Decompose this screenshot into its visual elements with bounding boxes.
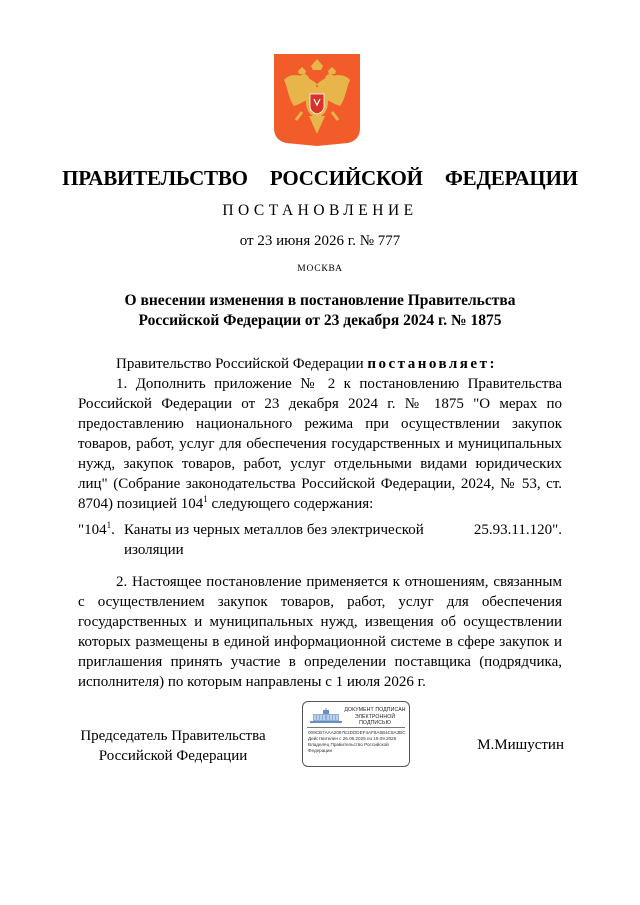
paragraph-1-tail: следующего содержания: <box>207 496 374 512</box>
signatory-name: М.Мишустин <box>477 737 564 753</box>
signatory-position-line-1: Председатель Правительства <box>80 728 266 744</box>
government-title: ПРАВИТЕЛЬСТВО РОССИЙСКОЙ ФЕДЕРАЦИИ <box>62 166 578 190</box>
decree-intro <box>78 354 562 374</box>
electronic-signature-stamp <box>302 701 410 767</box>
position-code: 25.93.11.120". <box>473 522 562 538</box>
position-number-superscript: 1 <box>106 520 112 530</box>
stamp-validity: Действителен с 26.06.2025 по 19.09.2026 <box>308 736 397 741</box>
signatory-position-line-2: Российской Федерации <box>98 748 248 764</box>
position-number-text: "104 <box>78 522 107 538</box>
stamp-title-line-2: ЭЛЕКТРОННОЙ ПОДПИСЬЮ <box>354 713 396 726</box>
stamp-owner: Владелец Правительство Российской Федерации <box>308 742 389 753</box>
subject-line-1: О внесении изменения в постановление Правительства <box>124 292 516 309</box>
position-name: Канаты из черных металлов без электрической изоляции <box>124 522 424 558</box>
stamp-divider <box>307 727 405 728</box>
stamp-title <box>343 707 407 727</box>
stamp-details <box>308 730 406 754</box>
stamp-serial: 009CB7AAA2097E2DDDEF4AF8A6B4C8A3BC <box>308 730 406 735</box>
signatory-position <box>78 726 268 766</box>
document-city: МОСКВА <box>297 264 343 274</box>
intro-prefix: Правительство Российской Федерации <box>116 356 368 372</box>
paragraph-1-superscript: 1 <box>203 494 208 504</box>
document-subject <box>80 291 560 331</box>
paragraph-1-text: 1. Дополнить приложение № 2 к постановлению Правительства Российской Федерации от 23 декабря 2024 г. № 1875 "О мерах по предоставлению национального режима при осуществлении закупок товаров, работ, услуг для обеспечения государственных и муниципальных нужд, закупок товаров, работ, услуг отдельными видами юридических лиц" (Собрание законодательства Российской Федерации, 2024, № 53, ст. 8704) позицией 104 <box>78 376 562 512</box>
position-number-suffix: . <box>111 522 115 538</box>
paragraph-1 <box>78 374 562 514</box>
document-type: ПОСТАНОВЛЕНИЕ <box>222 202 418 219</box>
stamp-title-line-1: ДОКУМЕНТ ПОДПИСАН <box>344 707 406 713</box>
document-date-number: от 23 июня 2026 г. № 777 <box>239 233 401 249</box>
paragraph-2: 2. Настоящее постановление применяется к отношениям, связанным с осуществлением закупок товаров, работ, услуг для обеспечения государственных и муниципальных нужд, извещения об осуществлении которых размещены в единой информационной системе в сфере закупок и приглашения принять участие в определении поставщика (подрядчика, исполнителя) по которым направлены с 1 июля 2026 г. <box>78 574 562 690</box>
position-number <box>78 520 115 540</box>
intro-decree-word: постановляет: <box>367 356 497 372</box>
subject-line-2: Российской Федерации от 23 декабря 2024 г. № 1875 <box>138 312 502 329</box>
state-emblem-icon <box>274 54 360 146</box>
government-building-icon <box>309 708 343 724</box>
